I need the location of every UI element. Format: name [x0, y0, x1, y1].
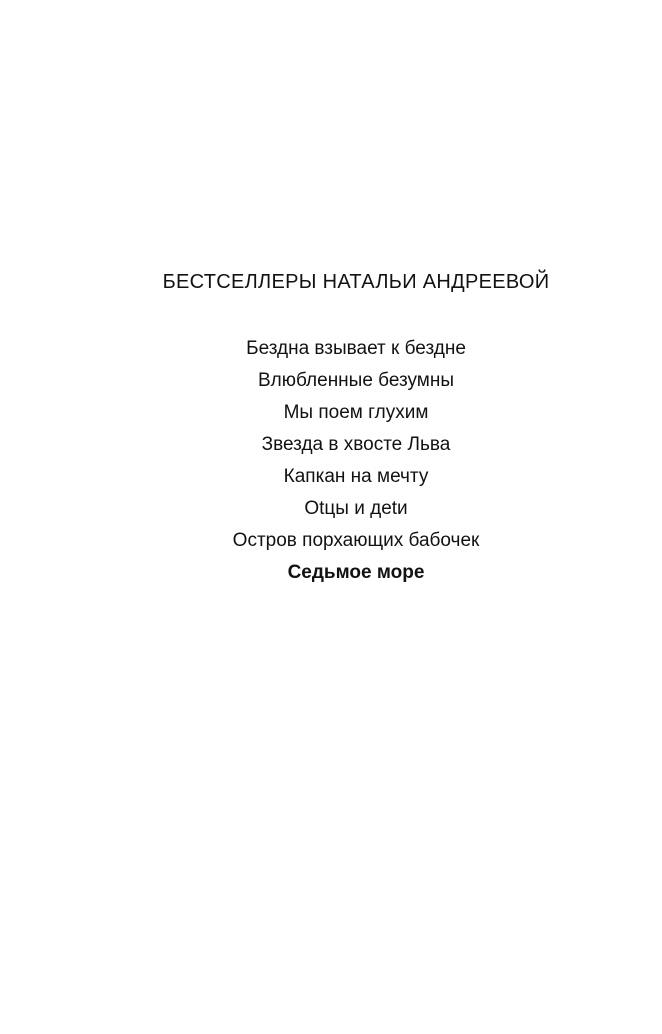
book-list [50, 333, 662, 589]
book-title: Бездна взывает к бездне [246, 338, 466, 359]
page-title: БЕСТСЕЛЛЕРЫ НАТАЛЬИ АНДРЕЕВОЙ [162, 271, 550, 293]
book-title: Седьмое море [287, 562, 425, 583]
book-title: Оtцы и деtи [304, 498, 408, 519]
book-title: Звезда в хвосте Льва [261, 434, 451, 455]
book-title: Остров порхающих бабочек [232, 530, 480, 551]
text-block [50, 0, 662, 589]
book-title: Мы поем глухим [283, 402, 429, 423]
book-title: Капкан на мечту [283, 466, 429, 487]
book-title: Влюбленные безумны [258, 370, 454, 391]
